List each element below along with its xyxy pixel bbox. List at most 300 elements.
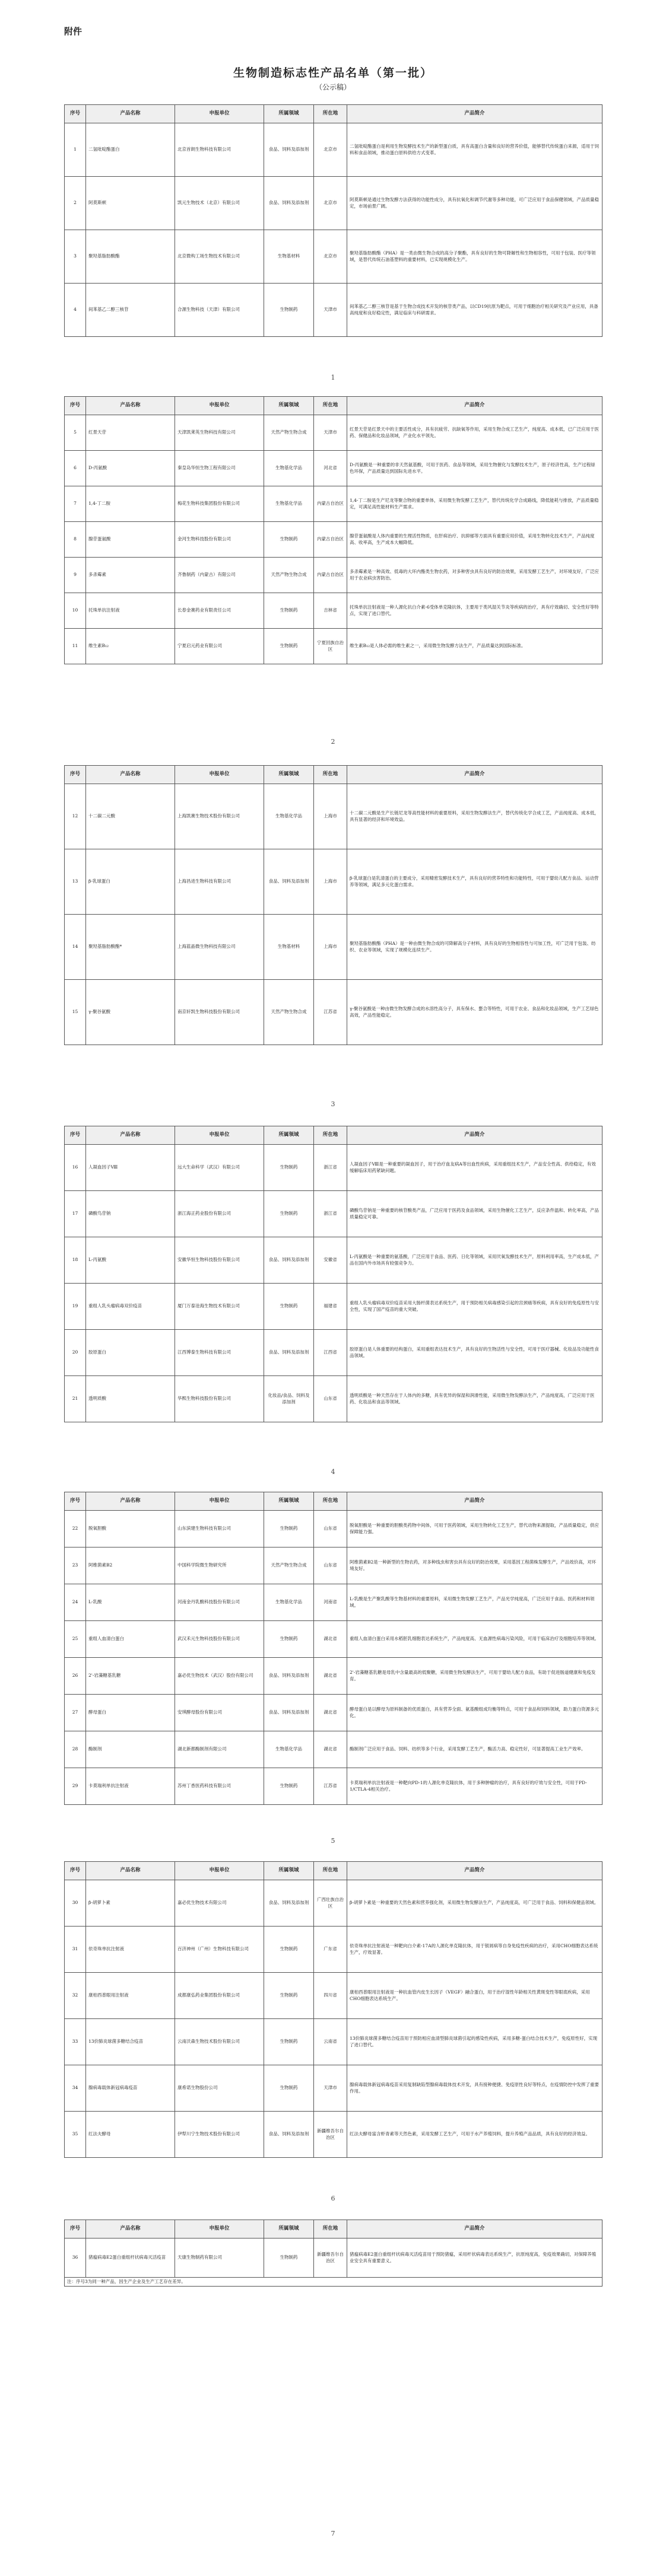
table-row xyxy=(65,1237,602,1284)
product-number: 22 xyxy=(65,1511,86,1547)
applicant-unit: 嘉必优生物技术（武汉）股份有限公司 xyxy=(175,1658,264,1695)
column-header-unit: 申报单位 xyxy=(175,1126,264,1145)
page-number: 3 xyxy=(331,1100,335,1108)
product-number: 26 xyxy=(65,1658,86,1695)
applicant-unit: 天康生物制药有限公司 xyxy=(175,2239,264,2278)
product-table xyxy=(64,765,602,1045)
product-field: 生物制药 xyxy=(264,1284,314,1330)
product-field: 食品、饲料及添加剂 xyxy=(264,1658,314,1695)
table-row xyxy=(65,415,602,451)
applicant-unit: 齐鲁制药（内蒙古）有限公司 xyxy=(175,558,264,593)
product-number: 25 xyxy=(65,1621,86,1658)
applicant-unit: 远大生命科学（武汉）有限公司 xyxy=(175,1145,264,1191)
applicant-unit: 厦门万泰沧海生物技术有限公司 xyxy=(175,1284,264,1330)
table-header-row xyxy=(65,1126,602,1145)
product-number: 23 xyxy=(65,1547,86,1584)
table-header-row xyxy=(65,2220,602,2239)
product-description: 十二碳二元酸是生产长链尼龙等高性能材料的重要原料，采用生物发酵法生产，替代传统化学合成工艺，产品纯度高、成本低，具有显著的经济和环境效益。 xyxy=(347,784,602,849)
product-number: 5 xyxy=(65,415,86,451)
table-row xyxy=(65,980,602,1045)
applicant-unit: 伊犁川宁生物技术股份有限公司 xyxy=(175,2112,264,2158)
table-row xyxy=(65,1621,602,1658)
product-name: β-胡萝卜素 xyxy=(86,1880,175,1927)
page-number: 6 xyxy=(331,2195,335,2202)
table-header-row xyxy=(65,105,602,123)
table-row xyxy=(65,1145,602,1191)
table-row xyxy=(65,915,602,980)
product-number: 35 xyxy=(65,2112,86,2158)
applicant-unit: 北京首朗生物科技有限公司 xyxy=(175,123,264,177)
document-title: 生物制造标志性产品名单（第一批） xyxy=(233,66,433,79)
table-row xyxy=(65,2019,602,2065)
product-name: 二氢吡啶酯蛋白 xyxy=(86,123,175,177)
product-name: 重组人血清白蛋白 xyxy=(86,1621,175,1658)
product-number: 14 xyxy=(65,915,86,980)
product-location: 江苏省 xyxy=(314,1768,347,1805)
product-number: 34 xyxy=(65,2065,86,2112)
product-name: 卡莫瑞利单抗注射液 xyxy=(86,1768,175,1805)
product-field: 生物制药 xyxy=(264,2019,314,2065)
applicant-unit: 宁夏启元药业有限公司 xyxy=(175,629,264,664)
product-location: 吉林省 xyxy=(314,593,347,629)
product-name: 多杀霉素 xyxy=(86,558,175,593)
product-location: 广西壮族自治区 xyxy=(314,1880,347,1927)
product-field: 生物基化学品 xyxy=(264,1731,314,1768)
product-description: 胶原蛋白是人体重要的结构蛋白，采用重组表达技术生产，具有良好的生物活性与安全性，可用于医疗器械、化妆品及功能性食品领域。 xyxy=(347,1330,602,1376)
product-number: 9 xyxy=(65,558,86,593)
product-description: 聚羟基脂肪酸酯（PHA）是一种由微生物合成的可降解高分子材料，具有良好的生物相容性与可加工性，可广泛用于包装、纺织、农业等领域，实现了规模化连续生产。 xyxy=(347,915,602,980)
applicant-unit: 长春金赛药业有限责任公司 xyxy=(175,593,264,629)
applicant-unit: 上海昌进生物科技有限公司 xyxy=(175,849,264,915)
product-name: 聚羟基脂肪酸酯* xyxy=(86,915,175,980)
applicant-unit: 康希诺生物股份公司 xyxy=(175,2065,264,2112)
product-table xyxy=(64,1861,602,2158)
column-header-field: 所属领域 xyxy=(264,2220,314,2239)
table-row xyxy=(65,230,602,284)
product-field: 天然产物生物合成 xyxy=(264,1547,314,1584)
applicant-unit: 江西博泰生物科技有限公司 xyxy=(175,1330,264,1376)
column-header-no: 序号 xyxy=(65,397,86,415)
product-location: 河南省 xyxy=(314,1584,347,1621)
column-header-field: 所属领域 xyxy=(264,766,314,784)
product-description: 1,4-丁二胺是生产尼龙等聚合物的重要单体，采用微生物发酵工艺生产，替代传统化学合成路线，降低能耗与排放，产品质量稳定，可满足高性能材料生产需求。 xyxy=(347,486,602,522)
product-name: β-乳球蛋白 xyxy=(86,849,175,915)
column-header-unit: 申报单位 xyxy=(175,105,264,123)
applicant-unit: 云南沃森生物技术股份有限公司 xyxy=(175,2019,264,2065)
table-header-row xyxy=(65,1862,602,1880)
product-description: 卡莫瑞利单抗注射液是一种靶向PD-1的人源化单克隆抗体，用于多种肿瘤的治疗，具有良好的疗效与安全性，可用于PD-1/CTLA-4相关治疗。 xyxy=(347,1768,602,1805)
product-location: 宁夏回族自治区 xyxy=(314,629,347,664)
product-number: 11 xyxy=(65,629,86,664)
product-field: 生物制药 xyxy=(264,284,314,337)
product-location: 山东省 xyxy=(314,1511,347,1547)
product-location: 天津市 xyxy=(314,2065,347,2112)
table-row xyxy=(65,849,602,915)
table-row xyxy=(65,1330,602,1376)
applicant-unit: 百济神州（广州）生物科技有限公司 xyxy=(175,1927,264,1973)
product-description: L-乳酸是生产聚乳酸等生物基材料的重要原料，采用微生物发酵工艺生产，产品光学纯度高，广泛应用于食品、医药和材料领域。 xyxy=(347,1584,602,1621)
applicant-unit: 梅花生物科技集团股份有限公司 xyxy=(175,486,264,522)
product-description: β-胡萝卜素是一种重要的天然色素和营养强化剂，采用微生物发酵法生产，产品纯度高，可广泛用于食品、饲料和保健品领域。 xyxy=(347,1880,602,1927)
product-table-page xyxy=(64,396,602,664)
column-header-loc: 所在地 xyxy=(314,105,347,123)
table-header-row xyxy=(65,1492,602,1511)
product-number: 36 xyxy=(65,2239,86,2278)
product-name: 间苯基乙二醇三核苷 xyxy=(86,284,175,337)
product-location: 四川省 xyxy=(314,1973,347,2019)
product-name: 托珠单抗注射液 xyxy=(86,593,175,629)
footnote-row xyxy=(65,2278,602,2287)
product-description: 磷酸鸟苷钠是一种重要的核苷酸类产品，广泛应用于医药及食品领域，采用生物催化工艺生产，反应条件温和、转化率高，产品质量稳定可靠。 xyxy=(347,1191,602,1237)
product-location: 广东省 xyxy=(314,1927,347,1973)
product-description: 脱氧胆酸是一种重要的胆酸类药物中间体，可用于医药领域，采用生物转化工艺生产，替代动物来源提取，产品质量稳定，供应保障能力强。 xyxy=(347,1511,602,1547)
table-row xyxy=(65,1547,602,1584)
product-location: 上海市 xyxy=(314,849,347,915)
table-row xyxy=(65,284,602,337)
product-description: 重组人血清白蛋白采用水稻胚乳细胞表达系统生产，产品纯度高、无血源性病毒污染风险，可用于临床治疗及细胞培养等领域。 xyxy=(347,1621,602,1658)
applicant-unit: 中国科学院微生物研究所 xyxy=(175,1547,264,1584)
column-header-desc: 产品简介 xyxy=(347,1862,602,1880)
page-number: 4 xyxy=(331,1468,335,1476)
column-header-name: 产品名称 xyxy=(86,105,175,123)
product-location: 内蒙古自治区 xyxy=(314,522,347,558)
product-location: 安徽省 xyxy=(314,1237,347,1284)
product-location: 北京市 xyxy=(314,230,347,284)
product-description: 二氢吡啶酯蛋白是利用生物发酵技术生产的新型蛋白质，具有高蛋白含量和良好的营养价值，能够替代传统蛋白来源，适用于饲料和食品领域，推动蛋白原料供给方式变革。 xyxy=(347,123,602,177)
product-field: 天然产物生物合成 xyxy=(264,558,314,593)
table-row xyxy=(65,1731,602,1768)
product-field: 食品、饲料及添加剂 xyxy=(264,1237,314,1284)
table-row xyxy=(65,1927,602,1973)
table-header-row xyxy=(65,766,602,784)
table-row xyxy=(65,522,602,558)
applicant-unit: 山东滨建生物科技有限公司 xyxy=(175,1511,264,1547)
product-name: 猪瘟病毒E2蛋白重组杆状病毒灭活疫苗 xyxy=(86,2239,175,2278)
product-name: 红法夫酵母 xyxy=(86,2112,175,2158)
applicant-unit: 金河生物科技股份有限公司 xyxy=(175,522,264,558)
table-row xyxy=(65,1880,602,1927)
product-number: 3 xyxy=(65,230,86,284)
product-name: 酶制剂 xyxy=(86,1731,175,1768)
product-number: 33 xyxy=(65,2019,86,2065)
product-field: 生物制药 xyxy=(264,522,314,558)
product-field: 生物制药 xyxy=(264,593,314,629)
product-field: 食品、饲料及添加剂 xyxy=(264,1880,314,1927)
product-name: 酵母蛋白 xyxy=(86,1695,175,1731)
product-description: 康柏西普眼用注射液是一种抗血管内皮生长因子（VEGF）融合蛋白，用于治疗湿性年龄相关性黄斑变性等眼底疾病，采用CHO细胞表达系统生产。 xyxy=(347,1973,602,2019)
product-description: 酶制剂广泛应用于食品、饲料、纺织等多个行业，采用发酵工艺生产，酶活力高、稳定性好，可显著提高工业生产效率。 xyxy=(347,1731,602,1768)
product-table-page xyxy=(64,765,602,1045)
table-row xyxy=(65,1376,602,1422)
product-field: 生物基化学品 xyxy=(264,1584,314,1621)
product-description: L-丙氨酸是一种重要的氨基酸，广泛应用于食品、医药、日化等领域，采用厌氧发酵技术生产，原料利用率高，生产成本低，产品在国内外市场具有较强竞争力。 xyxy=(347,1237,602,1284)
product-number: 21 xyxy=(65,1376,86,1422)
table-row xyxy=(65,123,602,177)
product-number: 27 xyxy=(65,1695,86,1731)
product-field: 生物基化学品 xyxy=(264,784,314,849)
table-row xyxy=(65,593,602,629)
product-number: 29 xyxy=(65,1768,86,1805)
table-row xyxy=(65,1658,602,1695)
product-name: 脱氧胆酸 xyxy=(86,1511,175,1547)
applicant-unit: 苏州丁香医药科技有限公司 xyxy=(175,1768,264,1805)
product-number: 24 xyxy=(65,1584,86,1621)
product-table xyxy=(64,2220,602,2287)
product-location: 云南省 xyxy=(314,2019,347,2065)
table-row xyxy=(65,1695,602,1731)
product-location: 江苏省 xyxy=(314,980,347,1045)
column-header-name: 产品名称 xyxy=(86,1126,175,1145)
product-name: 重组人乳头瘤病毒双价疫苗 xyxy=(86,1284,175,1330)
product-field: 生物制药 xyxy=(264,2065,314,2112)
product-description: β-乳球蛋白是乳清蛋白的主要成分，采用精密发酵技术生产，具有良好的营养特性和功能特性，可用于婴幼儿配方食品、运动营养等领域，满足多元化蛋白需求。 xyxy=(347,849,602,915)
product-name: γ-聚谷氨酸 xyxy=(86,980,175,1045)
product-field: 食品、饲料及添加剂 xyxy=(264,1330,314,1376)
table-row xyxy=(65,1768,602,1805)
column-header-unit: 申报单位 xyxy=(175,766,264,784)
product-description: 红法夫酵母富含虾青素等天然色素，采用发酵工艺生产，可用于水产养殖饲料，提升养殖产品品质，具有良好的经济效益。 xyxy=(347,2112,602,2158)
product-field: 生物制药 xyxy=(264,1511,314,1547)
product-name: D-丙氨酸 xyxy=(86,451,175,486)
product-location: 山东省 xyxy=(314,1547,347,1584)
product-name: 人凝血因子Ⅷ xyxy=(86,1145,175,1191)
product-location: 新疆维吾尔自治区 xyxy=(314,2112,347,2158)
product-number: 8 xyxy=(65,522,86,558)
product-number: 4 xyxy=(65,284,86,337)
product-table-page xyxy=(64,1861,602,2158)
table-header-row xyxy=(65,397,602,415)
column-header-desc: 产品简介 xyxy=(347,1492,602,1511)
applicant-unit: 上海凯赛生物技术股份有限公司 xyxy=(175,784,264,849)
product-location: 内蒙古自治区 xyxy=(314,558,347,593)
product-name: 阿维菌素B2 xyxy=(86,1547,175,1584)
product-field: 生物基化学品 xyxy=(264,486,314,522)
product-number: 13 xyxy=(65,849,86,915)
product-field: 食品、饲料及添加剂 xyxy=(264,2112,314,2158)
product-location: 上海市 xyxy=(314,784,347,849)
table-row xyxy=(65,177,602,230)
applicant-unit: 秦皇岛华恒生物工程有限公司 xyxy=(175,451,264,486)
product-field: 天然产物生物合成 xyxy=(264,980,314,1045)
product-location: 山东省 xyxy=(314,1376,347,1422)
product-location: 河北省 xyxy=(314,451,347,486)
column-header-no: 序号 xyxy=(65,1492,86,1511)
column-header-desc: 产品简介 xyxy=(347,105,602,123)
column-header-loc: 所在地 xyxy=(314,397,347,415)
column-header-name: 产品名称 xyxy=(86,1492,175,1511)
column-header-loc: 所在地 xyxy=(314,1126,347,1145)
product-description: 2'-岩藻糖基乳糖是母乳中含量最高的低聚糖，采用微生物发酵法生产，可用于婴幼儿配方食品，有助于促进肠道健康和免疫发育。 xyxy=(347,1658,602,1695)
product-name: 磷酸鸟苷钠 xyxy=(86,1191,175,1237)
column-header-unit: 申报单位 xyxy=(175,1862,264,1880)
table-row xyxy=(65,2239,602,2278)
table-row xyxy=(65,629,602,664)
product-number: 16 xyxy=(65,1145,86,1191)
applicant-unit: 合源生物科技（天津）有限公司 xyxy=(175,284,264,337)
applicant-unit: 成都康弘药业集团股份有限公司 xyxy=(175,1973,264,2019)
applicant-unit: 湖北新都酶制剂有限公司 xyxy=(175,1731,264,1768)
product-field: 生物制药 xyxy=(264,1973,314,2019)
footnote: 注：序号3为同一种产品，因生产企业及生产工艺存在差异。 xyxy=(65,2278,602,2287)
column-header-field: 所属领域 xyxy=(264,397,314,415)
product-name: 十二碳二元酸 xyxy=(86,784,175,849)
product-location: 浙江省 xyxy=(314,1191,347,1237)
product-name: L-丙氨酸 xyxy=(86,1237,175,1284)
product-field: 生物制药 xyxy=(264,1191,314,1237)
product-name: 红景天苷 xyxy=(86,415,175,451)
column-header-desc: 产品简介 xyxy=(347,1126,602,1145)
product-name: 腺病毒载体新冠病毒疫苗 xyxy=(86,2065,175,2112)
table-row xyxy=(65,1511,602,1547)
product-name: 阿莫斯顿 xyxy=(86,177,175,230)
applicant-unit: 华熙生物科技股份有限公司 xyxy=(175,1376,264,1422)
product-location: 天津市 xyxy=(314,284,347,337)
column-header-desc: 产品简介 xyxy=(347,2220,602,2239)
table-row xyxy=(65,1973,602,2019)
applicant-unit: 天津凯莱英生物科技有限公司 xyxy=(175,415,264,451)
product-name: 2'-岩藻糖基乳糖 xyxy=(86,1658,175,1695)
product-location: 湖北省 xyxy=(314,1658,347,1695)
page-number: 5 xyxy=(331,1837,335,1845)
product-location: 福建省 xyxy=(314,1284,347,1330)
table-row xyxy=(65,558,602,593)
product-number: 30 xyxy=(65,1880,86,1927)
product-field: 生物制药 xyxy=(264,1621,314,1658)
annex-label: 附件 xyxy=(64,26,83,37)
product-field: 化妆品/食品、饲料及添加剂 xyxy=(264,1376,314,1422)
applicant-unit: 河南金丹乳酸科技股份有限公司 xyxy=(175,1584,264,1621)
product-name: 透明质酸 xyxy=(86,1376,175,1422)
product-field: 生物基材料 xyxy=(264,915,314,980)
product-description: 阿莫斯顿是通过生物发酵方法获得的功能性成分，具有抗氧化和调节代谢等多种功能，可广泛应用于食品保健领域，产品质量稳定，市场前景广阔。 xyxy=(347,177,602,230)
product-description: 红景天苷是红景天中的主要活性成分，具有抗疲劳、抗缺氧等作用，采用生物合成工艺生产，纯度高、成本低，已广泛应用于医药、保健品和化妆品领域，产业化水平领先。 xyxy=(347,415,602,451)
applicant-unit: 上海蓝晶微生物科技有限公司 xyxy=(175,915,264,980)
column-header-field: 所属领域 xyxy=(264,105,314,123)
column-header-name: 产品名称 xyxy=(86,397,175,415)
product-description: 依奇珠单抗注射液是一种靶向白介素-17A的人源化单克隆抗体，用于银屑病等自身免疫性疾病的治疗，采用CHO细胞表达系统生产，疗效显著。 xyxy=(347,1927,602,1973)
product-description: 13价肺炎球菌多糖结合疫苗用于预防相应血清型肺炎球菌引起的感染性疾病，采用多糖-蛋白结合技术生产，免疫原性好，实现了进口替代。 xyxy=(347,2019,602,2065)
column-header-unit: 申报单位 xyxy=(175,1492,264,1511)
product-table xyxy=(64,1126,602,1422)
product-location: 北京市 xyxy=(314,123,347,177)
applicant-unit: 武汉禾元生物科技股份有限公司 xyxy=(175,1621,264,1658)
product-location: 浙江省 xyxy=(314,1145,347,1191)
product-location: 内蒙古自治区 xyxy=(314,486,347,522)
product-name: 聚羟基脂肪酸酯 xyxy=(86,230,175,284)
applicant-unit: 南京轩凯生物科技股份有限公司 xyxy=(175,980,264,1045)
product-field: 生物制药 xyxy=(264,2239,314,2278)
applicant-unit: 凯元生物技术（北京）有限公司 xyxy=(175,177,264,230)
product-description: 重组人乳头瘤病毒双价疫苗采用大肠杆菌表达系统生产，用于预防相关病毒感染引起的宫颈癌等疾病，具有良好的免疫原性与安全性，实现了国产疫苗的重大突破。 xyxy=(347,1284,602,1330)
page-number: 7 xyxy=(331,2530,335,2537)
column-header-no: 序号 xyxy=(65,105,86,123)
column-header-loc: 所在地 xyxy=(314,1492,347,1511)
product-field: 生物制药 xyxy=(264,1768,314,1805)
product-table xyxy=(64,104,602,337)
column-header-name: 产品名称 xyxy=(86,2220,175,2239)
product-number: 12 xyxy=(65,784,86,849)
product-name: L-乳酸 xyxy=(86,1584,175,1621)
product-number: 15 xyxy=(65,980,86,1045)
product-description: 多杀霉素是一种高效、低毒的大环内酯类生物农药，对多种害虫具有良好的防治效果，采用发酵工艺生产，对环境友好，广泛应用于农业病虫害防治。 xyxy=(347,558,602,593)
product-number: 17 xyxy=(65,1191,86,1237)
column-header-loc: 所在地 xyxy=(314,2220,347,2239)
column-header-no: 序号 xyxy=(65,1126,86,1145)
column-header-no: 序号 xyxy=(65,1862,86,1880)
product-table-page xyxy=(64,2220,602,2287)
product-description: 间苯基乙二醇三核苷是基于生物合成技术开发的核苷类产品，以CD19抗原为靶点，可用于细胞治疗相关研究及产业应用，具备高纯度和良好稳定性，满足临床与科研需求。 xyxy=(347,284,602,337)
product-table-page xyxy=(64,1126,602,1422)
product-number: 31 xyxy=(65,1927,86,1973)
product-field: 食品、饲料及添加剂 xyxy=(264,123,314,177)
product-description: 托珠单抗注射液是一种人源化抗白介素-6受体单克隆抗体，主要用于类风湿关节炎等疾病的治疗，具有疗效确切、安全性好等特点，实现了进口替代。 xyxy=(347,593,602,629)
product-name: 康柏西普眼用注射液 xyxy=(86,1973,175,2019)
product-location: 北京市 xyxy=(314,177,347,230)
table-row xyxy=(65,486,602,522)
table-row xyxy=(65,1191,602,1237)
column-header-no: 序号 xyxy=(65,2220,86,2239)
product-description: 聚羟基脂肪酸酯（PHA）是一类由微生物合成的高分子聚酯，具有良好的生物可降解性和生物相容性，可用于包装、医疗等领域，是替代传统石油基塑料的重要材料，已实现规模化生产。 xyxy=(347,230,602,284)
product-number: 19 xyxy=(65,1284,86,1330)
product-field: 生物基化学品 xyxy=(264,451,314,486)
product-description: 腺病毒载体新冠病毒疫苗采用复制缺陷型腺病毒载体技术开发，具有接种便捷、免疫原性良好等特点，在疫情防控中发挥了重要作用。 xyxy=(347,2065,602,2112)
product-description: 腺苷蛋氨酸是人体内重要的生理活性物质，在肝病治疗、抗抑郁等方面具有重要应用价值，采用生物转化技术生产，产品纯度高、收率高，生产成本大幅降低。 xyxy=(347,522,602,558)
product-field: 生物制药 xyxy=(264,1927,314,1973)
product-location: 湖北省 xyxy=(314,1731,347,1768)
product-description: 阿维菌素B2是一种新型的生物农药，对多种线虫和害虫具有良好的防治效果，采用基因工程菌株发酵生产，产品效价高，对环境友好。 xyxy=(347,1547,602,1584)
product-number: 1 xyxy=(65,123,86,177)
table-row xyxy=(65,2065,602,2112)
applicant-unit: 北京微构工场生物技术有限公司 xyxy=(175,230,264,284)
applicant-unit: 嘉必优生物技术有限公司 xyxy=(175,1880,264,1927)
product-field: 生物制药 xyxy=(264,629,314,664)
table-row xyxy=(65,451,602,486)
column-header-loc: 所在地 xyxy=(314,1862,347,1880)
product-number: 10 xyxy=(65,593,86,629)
product-field: 食品、饲料及添加剂 xyxy=(264,849,314,915)
product-table xyxy=(64,1492,602,1805)
table-row xyxy=(65,1584,602,1621)
table-row xyxy=(65,784,602,849)
product-location: 上海市 xyxy=(314,915,347,980)
column-header-field: 所属领域 xyxy=(264,1126,314,1145)
column-header-name: 产品名称 xyxy=(86,766,175,784)
product-description: γ-聚谷氨酸是一种由微生物发酵合成的水溶性高分子，具有保水、螯合等特性，可用于农业、食品和化妆品领域，生产工艺绿色高效，产品性能稳定。 xyxy=(347,980,602,1045)
applicant-unit: 安徽华恒生物科技股份有限公司 xyxy=(175,1237,264,1284)
product-name: 腺苷蛋氨酸 xyxy=(86,522,175,558)
applicant-unit: 安琪酵母股份有限公司 xyxy=(175,1695,264,1731)
column-header-desc: 产品简介 xyxy=(347,397,602,415)
product-description: 人凝血因子Ⅷ是一种重要的凝血因子，用于治疗血友病A等出血性疾病，采用重组技术生产，产品安全性高、供给稳定，有效缓解临床用药紧缺问题。 xyxy=(347,1145,602,1191)
column-header-no: 序号 xyxy=(65,766,86,784)
product-table-page xyxy=(64,104,602,337)
product-number: 20 xyxy=(65,1330,86,1376)
product-location: 湖北省 xyxy=(314,1621,347,1658)
product-location: 江西省 xyxy=(314,1330,347,1376)
product-field: 食品、饲料及添加剂 xyxy=(264,177,314,230)
column-header-field: 所属领域 xyxy=(264,1862,314,1880)
column-header-unit: 申报单位 xyxy=(175,397,264,415)
product-field: 生物基材料 xyxy=(264,230,314,284)
product-number: 28 xyxy=(65,1731,86,1768)
product-field: 生物制药 xyxy=(264,1145,314,1191)
applicant-unit: 浙江海正药业股份有限公司 xyxy=(175,1191,264,1237)
product-location: 天津市 xyxy=(314,415,347,451)
product-name: 胶原蛋白 xyxy=(86,1330,175,1376)
product-name: 依奇珠单抗注射液 xyxy=(86,1927,175,1973)
page-number: 2 xyxy=(331,738,335,746)
product-description: 透明质酸是一种天然存在于人体内的多糖，具有优异的保湿和润滑性能，采用微生物发酵法生产，产品纯度高，广泛应用于医药、化妆品和食品等领域。 xyxy=(347,1376,602,1422)
